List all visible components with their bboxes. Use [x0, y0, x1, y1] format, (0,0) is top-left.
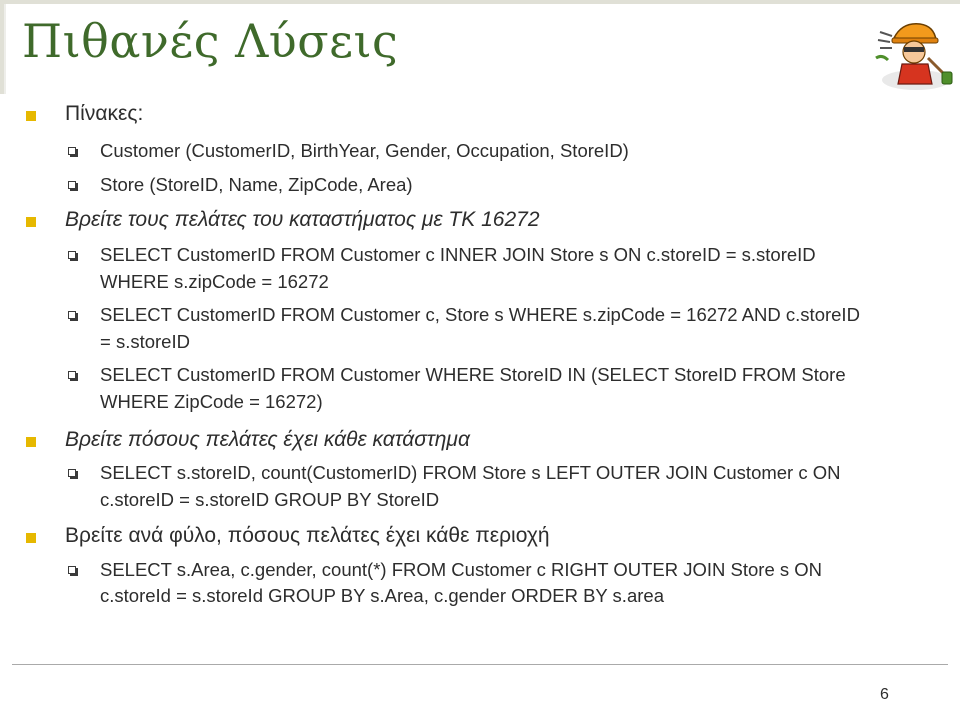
- sub-bullet-text: Store (StoreID, Name, ZipCode, Area): [100, 174, 413, 195]
- sub-bullet-text: SELECT CustomerID FROM Customer c INNER JOIN Store s ON c.storeID = s.storeID: [100, 244, 816, 265]
- bullet-text: Βρείτε τους πελάτες του καταστήματος με ΤΚ 16272: [65, 208, 540, 231]
- sub-bullet-text: c.storeID = s.storeID GROUP BY StoreID: [100, 489, 440, 510]
- page-title: Πιθανές Λύσεις: [22, 14, 399, 68]
- bullet-text: Βρείτε πόσους πελάτες έχει κάθε κατάστημα: [65, 428, 470, 451]
- construction-worker-logo-icon: [872, 18, 958, 94]
- checkbox-bullet-icon: [68, 469, 76, 477]
- top-border: [0, 0, 960, 4]
- sub-bullet-text: c.storeId = s.storeId GROUP BY s.Area, c.gender ORDER BY s.area: [100, 585, 664, 606]
- sub-bullet-text: Customer (CustomerID, BirthYear, Gender, Occupation, StoreID): [100, 140, 629, 161]
- sub-bullet-text: SELECT s.Area, c.gender, count(*) FROM Customer c RIGHT OUTER JOIN Store s ON: [100, 559, 823, 580]
- checkbox-bullet-icon: [68, 371, 76, 379]
- checkbox-bullet-icon: [68, 147, 76, 155]
- sub-bullet-text: SELECT CustomerID FROM Customer WHERE StoreID IN (SELECT StoreID FROM Store: [100, 364, 846, 385]
- bullet-square-icon: [26, 217, 36, 227]
- checkbox-bullet-icon: [68, 181, 76, 189]
- bullet-text: Πίνακες:: [65, 102, 144, 125]
- sub-bullet-text: WHERE s.zipCode = 16272: [100, 271, 329, 292]
- bullet-square-icon: [26, 437, 36, 447]
- sub-bullet-text: SELECT s.storeID, count(CustomerID) FROM Store s LEFT OUTER JOIN Customer c ON: [100, 462, 841, 483]
- sub-bullet-text: = s.storeID: [100, 331, 190, 352]
- checkbox-bullet-icon: [68, 251, 76, 259]
- checkbox-bullet-icon: [68, 311, 76, 319]
- sub-bullet-text: WHERE ZipCode = 16272): [100, 391, 323, 412]
- sub-bullet-text: SELECT CustomerID FROM Customer c, Store s WHERE s.zipCode = 16272 AND c.storeID: [100, 304, 860, 325]
- footer-divider: [12, 664, 948, 665]
- bullet-text: Βρείτε ανά φύλο, πόσους πελάτες έχει κάθε περιοχή: [65, 524, 550, 547]
- bullet-square-icon: [26, 533, 36, 543]
- checkbox-bullet-icon: [68, 566, 76, 574]
- bullet-square-icon: [26, 111, 36, 121]
- page-number: 6: [880, 686, 889, 703]
- left-border-inner: [4, 4, 6, 94]
